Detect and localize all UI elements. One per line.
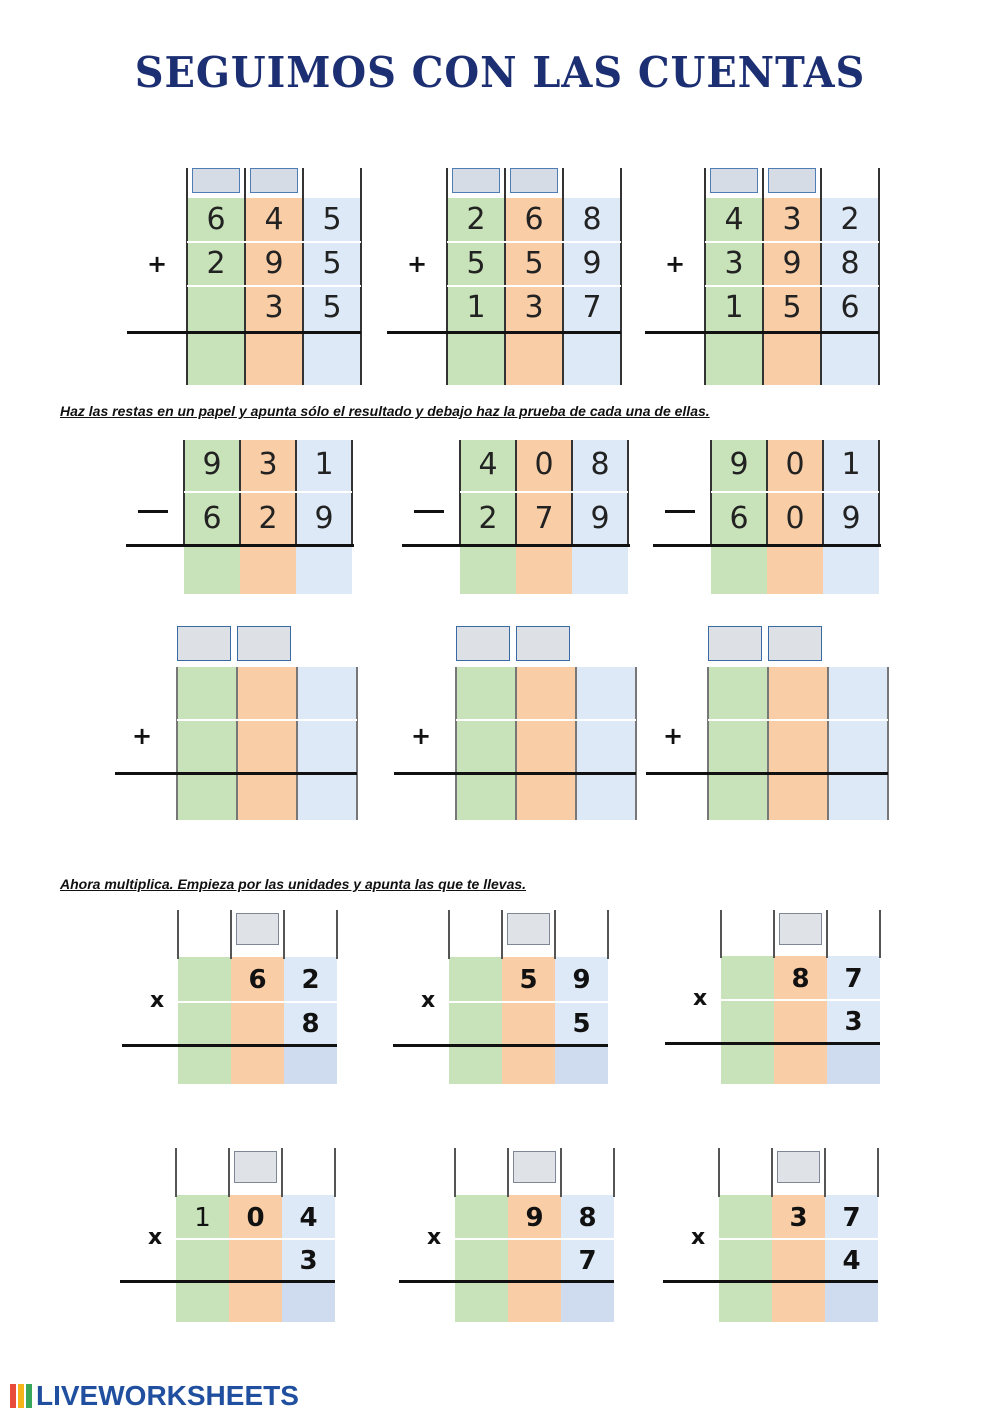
digit-input-cell[interactable] — [578, 669, 634, 718]
answer-cell[interactable] — [827, 1284, 876, 1320]
digit: 9 — [729, 447, 749, 482]
digit-input-cell[interactable] — [239, 669, 295, 718]
grid-line — [879, 910, 881, 958]
digit: 3 — [524, 290, 544, 325]
difference-line — [402, 544, 630, 547]
answer-cell[interactable] — [774, 1284, 823, 1320]
digit: 2 — [301, 965, 320, 995]
digit: 8 — [301, 1009, 320, 1039]
row-divider — [447, 241, 621, 243]
digit-input-cell[interactable] — [578, 722, 634, 771]
difference-line — [126, 544, 354, 547]
grid-line — [560, 1148, 562, 1197]
digit: 5 — [524, 246, 544, 281]
plus-sign: + — [663, 722, 684, 750]
answer-cell[interactable] — [825, 548, 877, 592]
carry-input[interactable] — [516, 626, 570, 661]
plus-sign: + — [411, 722, 432, 750]
plus-sign: + — [407, 250, 428, 278]
times-sign: x — [693, 986, 708, 1011]
digit: 4 — [299, 1203, 318, 1233]
answer-cell[interactable] — [284, 1284, 333, 1320]
difference-line — [653, 544, 881, 547]
row-divider — [456, 719, 636, 721]
digit: 3 — [789, 1203, 808, 1233]
digit-input-cell[interactable] — [830, 722, 886, 771]
digit: 1 — [314, 447, 334, 482]
minus-sign — [665, 510, 695, 513]
grid-line — [175, 1148, 177, 1197]
times-sign: x — [148, 1225, 163, 1250]
digit: 2 — [466, 202, 486, 237]
digit: 0 — [785, 501, 805, 536]
digit: 0 — [534, 447, 554, 482]
digit: 9 — [202, 447, 222, 482]
digit: 4 — [842, 1246, 861, 1276]
answer-cell[interactable] — [769, 548, 821, 592]
answer-cell[interactable] — [574, 548, 626, 592]
digit: 8 — [582, 202, 602, 237]
grid-line — [501, 910, 503, 959]
digit-input-cell[interactable] — [578, 776, 634, 818]
digit: 7 — [534, 501, 554, 536]
grid-line — [635, 667, 637, 820]
answer-cell[interactable] — [286, 1048, 335, 1082]
carry-input[interactable] — [177, 626, 231, 661]
row-divider — [705, 285, 879, 287]
carry-input[interactable] — [779, 913, 822, 945]
row-divider — [176, 1238, 335, 1240]
row-divider — [455, 1238, 614, 1240]
carry-input[interactable] — [192, 168, 240, 193]
digit-input-cell[interactable] — [710, 722, 766, 771]
grid-line — [613, 1148, 615, 1197]
answer-cell[interactable] — [823, 335, 877, 383]
grid-line — [334, 1148, 336, 1197]
digit: 3 — [782, 202, 802, 237]
digit: 6 — [524, 202, 544, 237]
row-divider — [187, 241, 361, 243]
liveworksheets-logo-icon — [10, 1384, 32, 1408]
answer-cell[interactable] — [231, 1284, 280, 1320]
digit: 5 — [466, 246, 486, 281]
digit-input-cell[interactable] — [179, 722, 235, 771]
answer-cell[interactable] — [186, 548, 238, 592]
grid-line — [448, 910, 450, 959]
digit: 3 — [844, 1007, 863, 1037]
carry-input[interactable] — [250, 168, 298, 193]
product-line — [663, 1280, 878, 1283]
row-divider — [708, 719, 888, 721]
digit: 1 — [194, 1203, 211, 1233]
minus-sign — [414, 510, 444, 513]
digit: 5 — [782, 290, 802, 325]
grid-line — [176, 667, 178, 820]
digit: 9 — [582, 246, 602, 281]
row-divider — [447, 285, 621, 287]
digit: 7 — [578, 1246, 597, 1276]
times-sign: x — [691, 1225, 706, 1250]
carry-input[interactable] — [452, 168, 500, 193]
product-line — [120, 1280, 335, 1283]
digit: 8 — [578, 1203, 597, 1233]
digit: 2 — [258, 501, 278, 536]
subtraction-instruction: Haz las restas en un papel y apunta sólo el resultado y debajo haz la prueba de cada una de ellas. — [60, 403, 710, 419]
grid-line — [824, 1148, 826, 1197]
digit: 6 — [840, 290, 860, 325]
digit: 3 — [264, 290, 284, 325]
digit: 4 — [724, 202, 744, 237]
digit: 7 — [842, 1203, 861, 1233]
carry-input[interactable] — [768, 168, 816, 193]
digit: 2 — [478, 501, 498, 536]
digit-input-cell[interactable] — [458, 722, 514, 771]
answer-cell[interactable] — [504, 1048, 553, 1082]
answer-cell[interactable] — [713, 548, 765, 592]
answer-cell[interactable] — [721, 1284, 770, 1320]
grid-line — [515, 667, 517, 820]
answer-cell[interactable] — [765, 335, 819, 383]
digit: 5 — [519, 965, 538, 995]
answer-cell[interactable] — [518, 548, 570, 592]
digit-input-cell[interactable] — [770, 669, 826, 718]
digit: 8 — [791, 964, 810, 994]
minus-sign — [138, 510, 168, 513]
grid-line — [575, 667, 577, 820]
grid-line — [236, 667, 238, 820]
grid-line — [771, 1148, 773, 1197]
answer-cell[interactable] — [242, 548, 294, 592]
grid-line — [887, 667, 889, 820]
row-divider — [460, 491, 628, 493]
answer-cell[interactable] — [510, 1284, 559, 1320]
times-sign: x — [150, 988, 165, 1013]
digit-input-cell[interactable] — [458, 669, 514, 718]
answer-cell[interactable] — [829, 1046, 878, 1082]
digit-input-cell[interactable] — [518, 722, 574, 771]
grid-line — [336, 910, 338, 959]
grid-line — [826, 910, 828, 958]
digit: 9 — [572, 965, 591, 995]
digit-input-cell[interactable] — [179, 669, 235, 718]
carry-input[interactable] — [236, 913, 279, 945]
grid-line — [356, 667, 358, 820]
footer-brand: LIVEWORKSHEETS — [36, 1380, 299, 1411]
digit: 6 — [206, 202, 226, 237]
product-line — [393, 1044, 608, 1047]
digit-input-cell[interactable] — [179, 776, 235, 818]
answer-cell[interactable] — [707, 335, 761, 383]
answer-cell[interactable] — [449, 335, 503, 383]
carry-input[interactable] — [234, 1151, 277, 1183]
row-divider — [177, 719, 357, 721]
product-line — [399, 1280, 614, 1283]
digit: 2 — [840, 202, 860, 237]
digit-input-cell[interactable] — [299, 669, 355, 718]
digit: 3 — [724, 246, 744, 281]
answer-cell[interactable] — [557, 1048, 606, 1082]
answer-cell[interactable] — [457, 1284, 506, 1320]
sum-line — [394, 772, 636, 775]
grid-line — [718, 1148, 720, 1197]
digit: 1 — [841, 447, 861, 482]
page-title: SEGUIMOS CON LAS CUENTAS — [134, 48, 866, 97]
digit: 6 — [729, 501, 749, 536]
digit: 9 — [841, 501, 861, 536]
answer-cell[interactable] — [462, 548, 514, 592]
digit: 2 — [206, 246, 226, 281]
grid-line — [554, 910, 556, 959]
carry-input[interactable] — [237, 626, 291, 661]
grid-line — [607, 910, 609, 959]
answer-cell[interactable] — [247, 335, 301, 383]
digit-input-cell[interactable] — [299, 722, 355, 771]
plus-sign: + — [665, 250, 686, 278]
grid-line — [877, 1148, 879, 1197]
grid-line — [296, 667, 298, 820]
digit: 0 — [246, 1203, 265, 1233]
answer-cell[interactable] — [563, 1284, 612, 1320]
digit: 7 — [844, 964, 863, 994]
digit: 9 — [314, 501, 334, 536]
times-sign: x — [421, 988, 436, 1013]
sum-line — [387, 331, 621, 334]
grid-line — [454, 1148, 456, 1197]
grid-line — [720, 910, 722, 958]
answer-cell[interactable] — [776, 1046, 825, 1082]
answer-cell[interactable] — [565, 335, 619, 383]
grid-line — [767, 667, 769, 820]
answer-cell[interactable] — [178, 1284, 227, 1320]
grid-line — [283, 910, 285, 959]
digit: 9 — [782, 246, 802, 281]
digit: 5 — [322, 246, 342, 281]
carry-input[interactable] — [507, 913, 550, 945]
carry-input[interactable] — [456, 626, 510, 661]
carry-input[interactable] — [710, 168, 758, 193]
digit-input-cell[interactable] — [518, 669, 574, 718]
digit-input-cell[interactable] — [518, 776, 574, 818]
row-divider — [721, 999, 880, 1001]
digit-input-cell[interactable] — [710, 669, 766, 718]
sum-line — [115, 772, 357, 775]
answer-cell[interactable] — [723, 1046, 772, 1082]
grid-line — [827, 667, 829, 820]
row-divider — [449, 1001, 608, 1003]
digit: 5 — [322, 290, 342, 325]
digit-input-cell[interactable] — [239, 722, 295, 771]
row-divider — [184, 491, 352, 493]
answer-cell[interactable] — [298, 548, 350, 592]
times-sign: x — [427, 1225, 442, 1250]
answer-cell[interactable] — [507, 335, 561, 383]
digit: 8 — [840, 246, 860, 281]
digit: 9 — [264, 246, 284, 281]
product-line — [665, 1042, 880, 1045]
sum-line — [645, 331, 879, 334]
row-divider — [705, 241, 879, 243]
digit: 0 — [785, 447, 805, 482]
digit: 5 — [572, 1009, 591, 1039]
plus-sign: + — [147, 250, 168, 278]
row-divider — [178, 1001, 337, 1003]
row-divider — [711, 491, 879, 493]
digit: 9 — [590, 501, 610, 536]
digit: 1 — [466, 290, 486, 325]
digit-input-cell[interactable] — [710, 776, 766, 818]
answer-cell[interactable] — [233, 1048, 282, 1082]
digit: 3 — [299, 1246, 318, 1276]
grid-line — [281, 1148, 283, 1197]
carry-input[interactable] — [768, 626, 822, 661]
product-line — [122, 1044, 337, 1047]
carry-input[interactable] — [513, 1151, 556, 1183]
digit-input-cell[interactable] — [239, 776, 295, 818]
grid-line — [230, 910, 232, 959]
carry-input[interactable] — [510, 168, 558, 193]
sum-line — [127, 331, 361, 334]
answer-cell[interactable] — [305, 335, 359, 383]
digit-input-cell[interactable] — [830, 669, 886, 718]
digit: 4 — [478, 447, 498, 482]
row-divider — [187, 285, 361, 287]
digit: 9 — [525, 1203, 544, 1233]
multiplication-instruction: Ahora multiplica. Empieza por las unidades y apunta las que te llevas. — [60, 876, 527, 892]
plus-sign: + — [132, 722, 153, 750]
digit: 4 — [264, 202, 284, 237]
grid-line — [707, 667, 709, 820]
carry-input[interactable] — [708, 626, 762, 661]
sum-line — [646, 772, 888, 775]
digit: 8 — [590, 447, 610, 482]
digit: 7 — [582, 290, 602, 325]
digit: 5 — [322, 202, 342, 237]
digit-input-cell[interactable] — [830, 776, 886, 818]
grid-line — [177, 910, 179, 959]
digit: 6 — [248, 965, 267, 995]
grid-line — [773, 910, 775, 958]
answer-cell[interactable] — [451, 1048, 500, 1082]
grid-line — [228, 1148, 230, 1197]
carry-input[interactable] — [777, 1151, 820, 1183]
digit: 6 — [202, 501, 222, 536]
grid-line — [455, 667, 457, 820]
digit-input-cell[interactable] — [770, 776, 826, 818]
row-divider — [719, 1238, 878, 1240]
digit-input-cell[interactable] — [299, 776, 355, 818]
answer-cell[interactable] — [189, 335, 243, 383]
digit: 1 — [724, 290, 744, 325]
answer-cell[interactable] — [180, 1048, 229, 1082]
digit-input-cell[interactable] — [458, 776, 514, 818]
digit-input-cell[interactable] — [770, 722, 826, 771]
grid-line — [507, 1148, 509, 1197]
digit: 3 — [258, 447, 278, 482]
